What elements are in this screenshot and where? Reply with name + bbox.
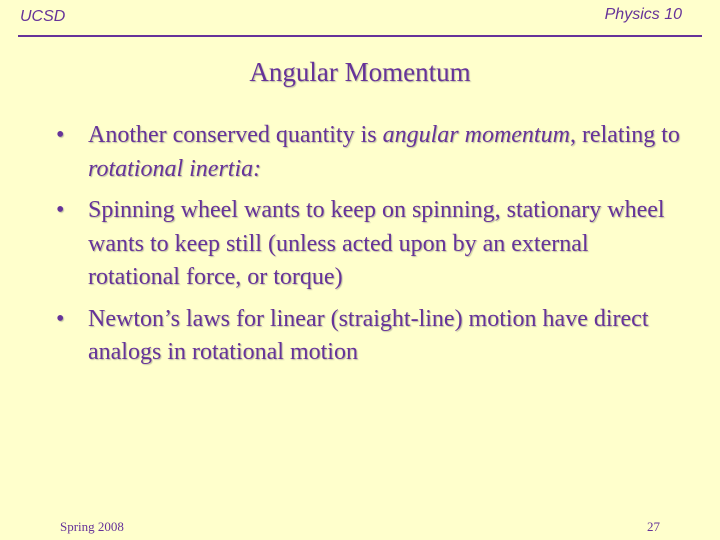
bullet-item xyxy=(56,119,686,186)
bullet-dot: • xyxy=(56,305,65,332)
slide-title: Angular Momentum xyxy=(249,57,471,87)
bullet-text-segment: Another conserved quantity is xyxy=(88,122,383,148)
bullet-item xyxy=(56,303,686,370)
slide-number: 27 xyxy=(647,519,660,534)
header-course-org: UCSD xyxy=(20,8,66,25)
bullet-list xyxy=(56,119,686,378)
footer-term: Spring 2008 xyxy=(60,519,124,534)
bullet-text-segment: Spinning wheel wants to keep on spinning, stationary wheel wants to keep still (unless acted upon by an external rotational force, or torque) xyxy=(88,197,665,290)
bullet-dot: • xyxy=(56,122,65,148)
bullet-text-segment: , relating to xyxy=(569,122,680,148)
header-divider xyxy=(18,35,702,37)
bullet-text-segment: Newton’s laws for linear (straight-line) motion have direct analogs in rotational motion xyxy=(88,305,649,365)
bullet-text-emphasis: angular momentum xyxy=(382,122,570,148)
bullet-item xyxy=(56,194,686,295)
header-course-name: Physics 10 xyxy=(604,6,682,23)
bullet-dot: • xyxy=(56,197,65,223)
bullet-text-emphasis: rotational inertia: xyxy=(88,155,262,182)
